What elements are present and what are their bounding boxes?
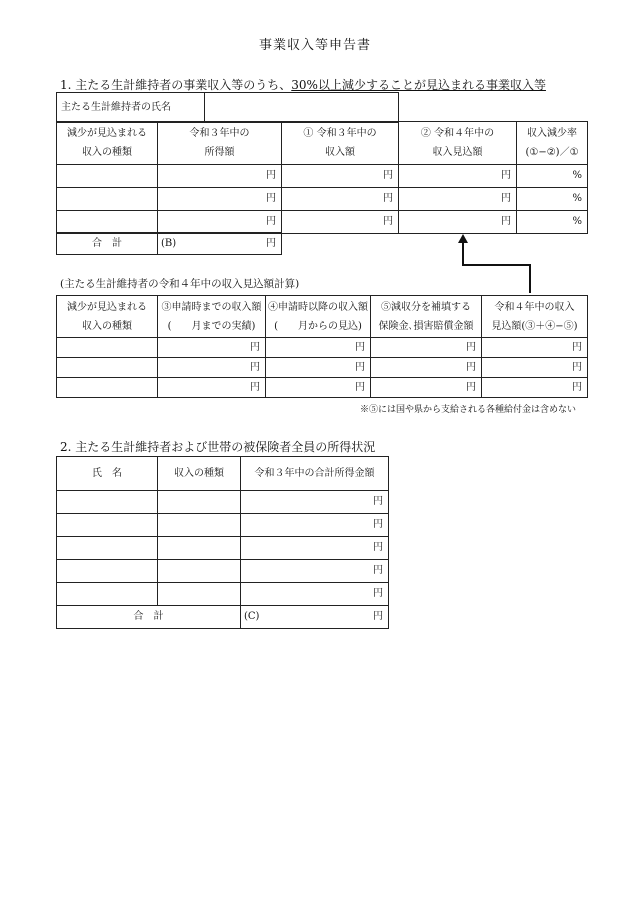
col-reduction-rate-l1: 収入減少率 xyxy=(527,128,577,139)
table-row xyxy=(57,514,389,537)
s2-name-cell[interactable] xyxy=(57,560,158,583)
s2-name-cell[interactable] xyxy=(57,583,158,606)
subsection-heading: (主たる生計維持者の令和４年中の収入見込額計算) xyxy=(60,278,300,290)
col-reduction-rate xyxy=(517,122,588,165)
name-field[interactable] xyxy=(205,93,399,123)
section1-heading-prefix: 1. 主たる生計維持者の事業収入等のうち、 xyxy=(60,78,292,92)
sub-until-application-cell[interactable]: 円 xyxy=(158,338,266,358)
total-c-yen: 円 xyxy=(373,611,383,622)
name-label: 主たる生計維持者の氏名 xyxy=(57,93,205,123)
sub-insurance-cell[interactable]: 円 xyxy=(371,358,482,378)
reduction-rate-cell[interactable]: % xyxy=(517,211,588,234)
reduction-rate-cell[interactable]: % xyxy=(517,188,588,211)
sub-until-application-cell[interactable]: 円 xyxy=(158,358,266,378)
total-b-yen: 円 xyxy=(266,237,276,249)
sub-insurance-cell[interactable]: 円 xyxy=(371,338,482,358)
r3-income-cell[interactable]: 円 xyxy=(158,188,282,211)
section1-heading-underlined: 30%以上減少することが見込まれる事業収入等 xyxy=(291,78,546,92)
total-b-label: 合 計 xyxy=(57,233,158,255)
subsection-note: ※⑤には国や県から支給される各種給付金は含めない xyxy=(359,405,576,415)
sub-col-insurance-l1: ⑤減収分を補填する xyxy=(381,301,471,313)
sub-after-application-cell[interactable]: 円 xyxy=(266,378,371,398)
col-r4-expected-l1: ② 令和４年中の xyxy=(420,128,495,139)
sub-col-until-application xyxy=(158,296,266,338)
col-r3-income-l2: 所得額 xyxy=(204,147,235,158)
s2-col-name: 氏 名 xyxy=(57,457,158,491)
s2-col-total-income: 令和３年中の合計所得金額 xyxy=(241,457,389,491)
table-row xyxy=(57,537,389,560)
s2-total-income-cell[interactable]: 円 xyxy=(241,560,389,583)
r3-revenue-cell[interactable]: 円 xyxy=(282,188,399,211)
sub-col-after-application xyxy=(266,296,371,338)
table-row xyxy=(57,491,389,514)
col-r3-revenue xyxy=(282,122,399,165)
income-type-cell[interactable] xyxy=(57,188,158,211)
sub-col-r4-expected-l2: 見込額(③＋④−⑤) xyxy=(491,320,578,332)
reduction-rate-cell[interactable]: % xyxy=(517,165,588,188)
sub-income-type-cell[interactable] xyxy=(57,378,158,398)
income-table xyxy=(56,121,588,234)
sub-until-application-cell[interactable]: 円 xyxy=(158,378,266,398)
sub-r4-expected-cell[interactable]: 円 xyxy=(482,338,588,358)
income-type-cell[interactable] xyxy=(57,165,158,188)
sub-col-income-type-l1: 減少が見込まれる xyxy=(67,301,147,313)
r3-income-cell[interactable]: 円 xyxy=(158,211,282,234)
col-r3-income-l1: 令和３年中の xyxy=(189,128,250,139)
sub-col-r4-expected xyxy=(482,296,588,338)
household-income-table xyxy=(56,456,389,629)
s2-name-cell[interactable] xyxy=(57,514,158,537)
r3-revenue-cell[interactable]: 円 xyxy=(282,165,399,188)
s2-income-type-cell[interactable] xyxy=(158,537,241,560)
r4-expected-cell[interactable]: 円 xyxy=(399,188,517,211)
table-row xyxy=(57,338,588,358)
sub-after-application-cell[interactable]: 円 xyxy=(266,338,371,358)
r3-income-cell[interactable]: 円 xyxy=(158,165,282,188)
r4-expected-cell[interactable]: 円 xyxy=(399,165,517,188)
page-title: 事業収入等申告書 xyxy=(258,38,371,53)
sub-after-application-cell[interactable]: 円 xyxy=(266,358,371,378)
total-b-mark: (B) xyxy=(161,237,177,249)
sub-income-type-cell[interactable] xyxy=(57,358,158,378)
total-c-row xyxy=(57,606,389,629)
s2-name-cell[interactable] xyxy=(57,537,158,560)
total-c-label: 合 計 xyxy=(57,606,241,629)
r3-revenue-cell[interactable]: 円 xyxy=(282,211,399,234)
sub-r4-expected-cell[interactable]: 円 xyxy=(482,358,588,378)
sub-income-type-cell[interactable] xyxy=(57,338,158,358)
col-r4-expected xyxy=(399,122,517,165)
s2-total-income-cell[interactable]: 円 xyxy=(241,514,389,537)
sub-col-income-type-l2: 収入の種類 xyxy=(82,320,132,332)
s2-total-income-cell[interactable]: 円 xyxy=(241,537,389,560)
section2-heading: 2. 主たる生計維持者および世帯の被保険者全員の所得状況 xyxy=(60,440,376,454)
total-b-table xyxy=(56,232,282,255)
sub-col-after-application-l1: ④申請時以降の収入額 xyxy=(268,301,368,313)
s2-income-type-cell[interactable] xyxy=(158,560,241,583)
sub-insurance-cell[interactable]: 円 xyxy=(371,378,482,398)
s2-col-income-type: 収入の種類 xyxy=(158,457,241,491)
total-c-cell[interactable] xyxy=(241,606,389,629)
s2-income-type-cell[interactable] xyxy=(158,514,241,537)
expected-income-table xyxy=(56,295,588,398)
s2-name-cell[interactable] xyxy=(57,491,158,514)
sub-col-until-application-l2: ( 月までの実績) xyxy=(167,320,256,332)
name-table xyxy=(56,92,399,123)
total-c-mark: (C) xyxy=(244,611,260,622)
sub-col-insurance-l2: 保険金､損害賠償金額 xyxy=(378,320,474,332)
sub-r4-expected-cell[interactable]: 円 xyxy=(482,378,588,398)
table-row xyxy=(57,188,588,211)
col-reduction-rate-l2: (①−②)／① xyxy=(525,147,579,158)
table-row xyxy=(57,165,588,188)
section1-heading xyxy=(60,76,546,93)
col-income-type-l1: 減少が見込まれる xyxy=(67,128,147,139)
s2-income-type-cell[interactable] xyxy=(158,491,241,514)
total-b-cell[interactable] xyxy=(158,233,282,255)
table-row xyxy=(57,583,389,606)
s2-total-income-cell[interactable]: 円 xyxy=(241,583,389,606)
sub-col-r4-expected-l1: 令和４年中の収入 xyxy=(494,301,575,313)
col-r3-income xyxy=(158,122,282,165)
table-row xyxy=(57,560,389,583)
r4-expected-cell[interactable]: 円 xyxy=(399,211,517,234)
sub-col-income-type xyxy=(57,296,158,338)
col-r4-expected-l2: 収入見込額 xyxy=(432,147,483,158)
sub-col-insurance xyxy=(371,296,482,338)
income-type-cell[interactable] xyxy=(57,211,158,234)
s2-income-type-cell[interactable] xyxy=(158,583,241,606)
col-income-type xyxy=(57,122,158,165)
table-row xyxy=(57,378,588,398)
table-row xyxy=(57,358,588,378)
col-r3-revenue-l1: ① 令和３年中の xyxy=(303,128,377,139)
up-arrow-icon xyxy=(450,230,550,298)
col-r3-revenue-l2: 収入額 xyxy=(325,147,355,158)
sub-col-after-application-l2: ( 月からの見込) xyxy=(274,320,362,332)
s2-total-income-cell[interactable]: 円 xyxy=(241,491,389,514)
col-income-type-l2: 収入の種類 xyxy=(82,147,132,158)
sub-col-until-application-l1: ③申請時までの収入額 xyxy=(161,301,262,313)
